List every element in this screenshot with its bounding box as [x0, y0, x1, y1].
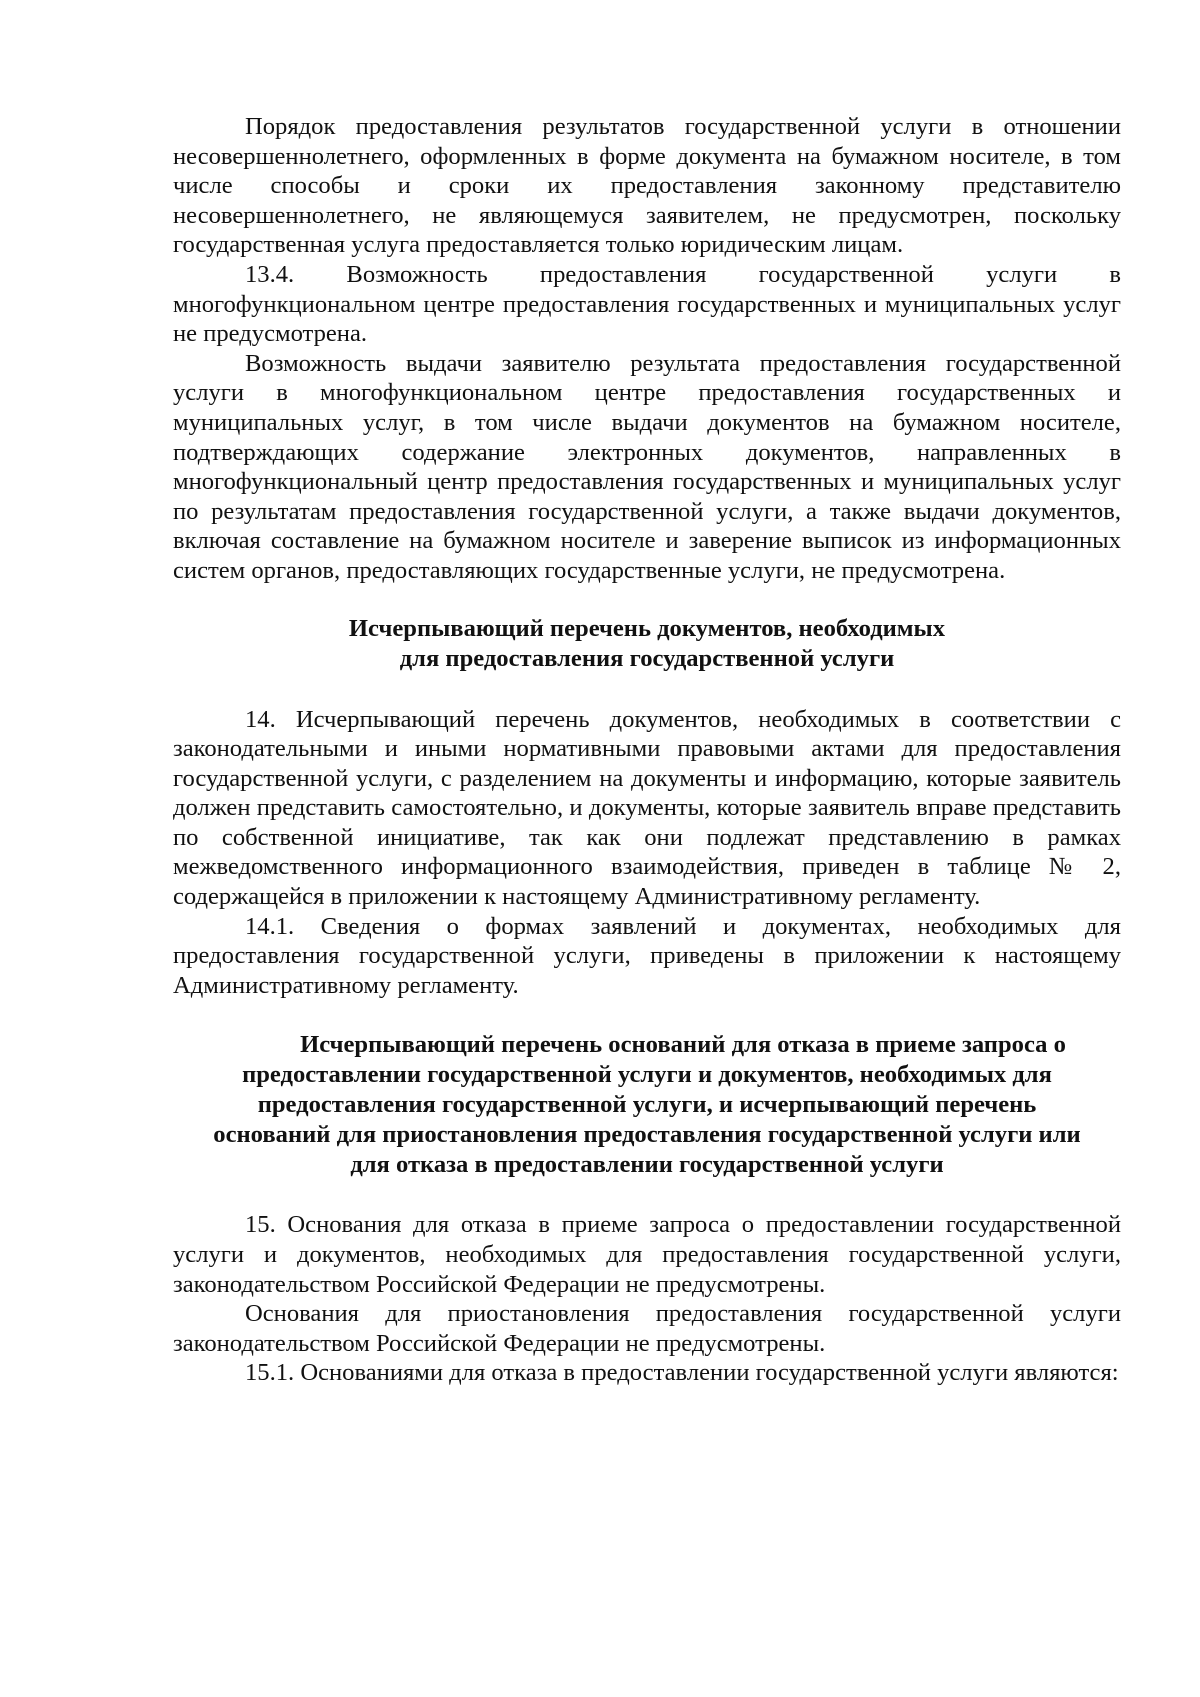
paragraph-15-1: 15.1. Основаниями для отказа в предоставлении государственной услуги являются:	[245, 1359, 1119, 1387]
paragraph-14: 14. Исчерпывающий перечень документов, необходимых в соответствии с законодательными и иными нормативными правовыми актами для предоставления государственной услуги, с разделением на документы и информацию, которые заявитель должен представить самостоятельно, и документы, которые заявитель вправе представить по собственной инициативе, так как они подлежат представлению в рамках межведомственного информационного взаимодействия, приведен в таблице № 2, содержащейся в приложении к настоящему Административному регламенту.	[173, 705, 1121, 911]
heading-line: оснований для приостановления предоставления государственной услуги или	[213, 1121, 1081, 1149]
section-heading-refusal-grounds	[173, 1030, 1121, 1180]
paragraph-minor-results-order: Порядок предоставления результатов государственной услуги в отношении несовершеннолетнего, оформленных в форме документа на бумажном носителе, в том числе способы и сроки их предоставления законному представителю несовершеннолетнего, не являющемуся заявителем, не предусмотрен, поскольку государственная услуга предоставляется только юридическим лицам.	[173, 113, 1121, 259]
paragraph-suspension-grounds: Основания для приостановления предоставления государственной услуги законодательством Российской Федерации не предусмотрены.	[173, 1300, 1121, 1357]
section-heading-documents	[173, 614, 1121, 674]
heading-line: для предоставления государственной услуги	[399, 644, 895, 672]
paragraph-13-4: 13.4. Возможность предоставления государственной услуги в многофункциональном центре предоставления государственных и муниципальных услуг не предусмотрена.	[173, 260, 1121, 348]
paragraph-15: 15. Основания для отказа в приеме запроса о предоставлении государственной услуги и документов, необходимых для предоставления государственной услуги, законодательством Российской Федерации не предусмотрены.	[173, 1211, 1121, 1298]
heading-line: для отказа в предоставлении государственной услуги	[350, 1151, 944, 1179]
document-page	[173, 112, 1121, 1388]
paragraph-14-1: 14.1. Сведения о формах заявлений и документах, необходимых для предоставления государственной услуги, приведены в приложении к настоящему Административному регламенту.	[173, 912, 1121, 999]
heading-line: предоставления государственной услуги, и исчерпывающий перечень	[257, 1091, 1037, 1119]
heading-line: Исчерпывающий перечень документов, необходимых	[348, 614, 946, 642]
heading-line: Исчерпывающий перечень оснований для отказа в приеме запроса о	[300, 1031, 1066, 1059]
paragraph-mfc-issuance: Возможность выдачи заявителю результата предоставления государственной услуги в многофункциональном центре предоставления государственных и муниципальных услуг, в том числе выдачи документов на бумажном носителе, подтверждающих содержание электронных документов, направленных в многофункциональный центр предоставления государственных и муниципальных услуг по результатам предоставления государственной услуги, а также выдачи документов, включая составление на бумажном носителе и заверение выписок из информационных систем органов, предоставляющих государственные услуги, не предусмотрена.	[173, 349, 1121, 584]
heading-line: предоставлении государственной услуги и документов, необходимых для	[242, 1061, 1052, 1089]
